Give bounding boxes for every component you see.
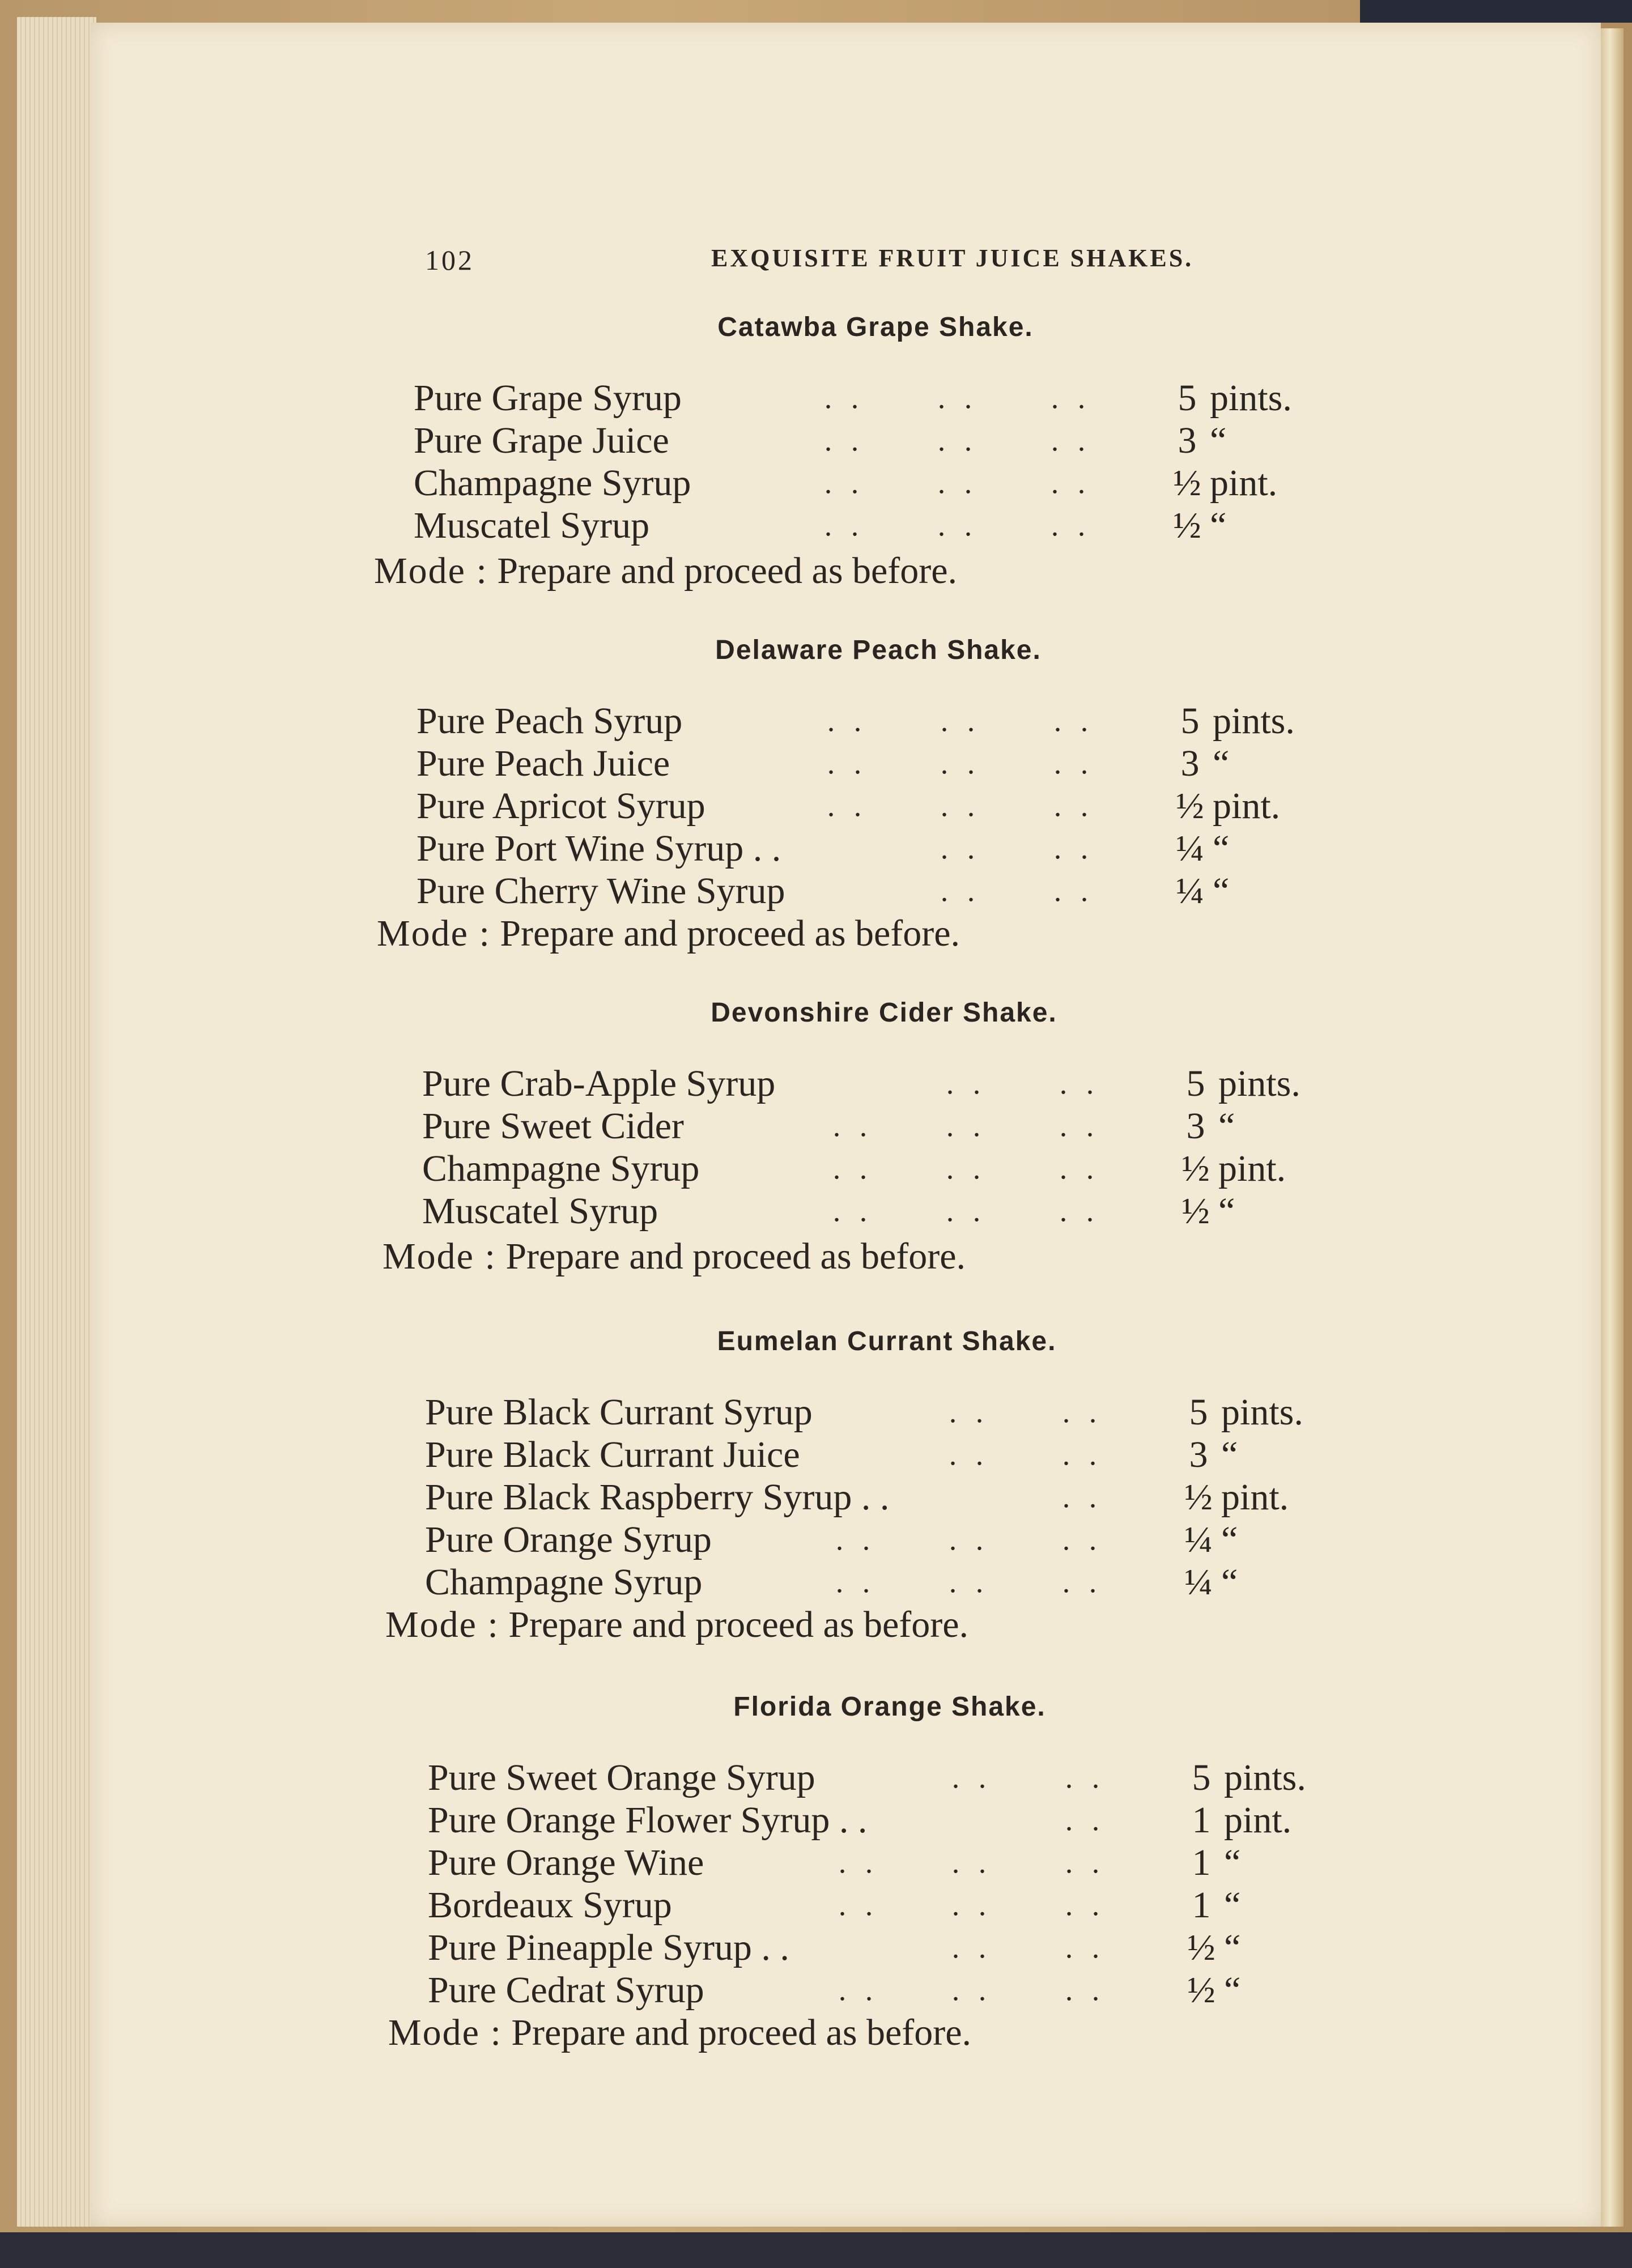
leader-dots: . . . . . . (835, 1522, 1103, 1556)
ingredient-name: Pure Cherry Wine Syrup (416, 870, 785, 912)
ingredient-name: Pure Orange Flower Syrup . . (428, 1799, 868, 1841)
ingredient-unit: pints. (1210, 377, 1292, 419)
page-number: 102 (425, 244, 474, 276)
ingredient-list (382, 1062, 1386, 1232)
mode-label: Mode : (377, 913, 491, 954)
leader-dots: . . . . (949, 1395, 1103, 1429)
ingredient-row (377, 827, 1380, 870)
leader-dots: . . . . . . (824, 466, 1091, 500)
ingredient-unit: pint. (1218, 1148, 1286, 1189)
ingredient-row (388, 1799, 1391, 1841)
ingredient-row (385, 1433, 1388, 1476)
leader-dots: . . . . . . (835, 1565, 1103, 1599)
ingredient-unit: “ (1218, 1190, 1235, 1232)
ingredient-name: Pure Grape Syrup (414, 377, 682, 419)
ingredient-quantity: ½ (1182, 1190, 1210, 1232)
leader-dots: . . . . . . (827, 789, 1094, 823)
ingredient-quantity: ½ (1176, 785, 1204, 827)
ingredient-row (385, 1391, 1388, 1433)
leader-dots: . . . . . . (832, 1194, 1100, 1228)
ingredient-quantity: 1 (1192, 1842, 1211, 1883)
ingredient-quantity: 5 (1189, 1392, 1208, 1433)
ingredient-unit: “ (1213, 828, 1230, 869)
ingredient-quantity: 3 (1186, 1105, 1205, 1147)
ingredient-quantity: 3 (1180, 743, 1200, 784)
ingredient-unit: “ (1213, 870, 1230, 912)
ingredient-name: Pure Pineapple Syrup . . (428, 1927, 789, 1968)
ingredient-list (385, 1391, 1388, 1603)
ingredient-row (377, 785, 1380, 827)
mode-label: Mode : (382, 1236, 496, 1277)
ingredient-quantity: 1 (1192, 1799, 1211, 1841)
ingredient-unit: pints. (1218, 1063, 1300, 1104)
ingredient-unit: “ (1210, 505, 1227, 546)
ingredient-row (388, 1884, 1391, 1926)
ingredient-unit: pint. (1221, 1476, 1289, 1518)
mode-text: Prepare and proceed as before. (505, 1236, 966, 1277)
leader-dots: . . . . . . (824, 423, 1091, 457)
ingredient-list (388, 1756, 1391, 2011)
ingredient-unit: “ (1218, 1105, 1235, 1147)
background-top (1360, 0, 1632, 23)
ingredient-quantity: 1 (1192, 1884, 1211, 1926)
ingredient-unit: “ (1224, 1969, 1241, 2011)
ingredient-quantity: ½ (1187, 1927, 1216, 1968)
ingredient-row (388, 1926, 1391, 1969)
ingredient-name: Pure Black Raspberry Syrup . . (425, 1476, 890, 1518)
ingredient-name: Pure Cedrat Syrup (428, 1969, 704, 2011)
ingredient-unit: “ (1221, 1561, 1238, 1603)
leader-dots: . . . . (940, 831, 1094, 865)
ingredient-unit: “ (1224, 1884, 1241, 1926)
leader-dots: . . . . (946, 1066, 1100, 1100)
ingredient-unit: pint. (1213, 785, 1281, 827)
ingredient-name: Pure Port Wine Syrup . . (416, 828, 781, 869)
ingredient-unit: pints. (1213, 700, 1295, 742)
recipe-florida-orange (388, 1691, 1391, 2076)
ingredient-row (382, 1190, 1386, 1232)
mode-line (385, 1603, 968, 1646)
ingredient-name: Pure Orange Wine (428, 1842, 704, 1883)
ingredient-name: Pure Crab-Apple Syrup (422, 1063, 776, 1104)
ingredient-unit: “ (1224, 1927, 1241, 1968)
leader-dots: . . (1062, 1480, 1103, 1514)
leader-dots: . . . . . . (832, 1109, 1100, 1143)
running-head (425, 244, 1264, 283)
ingredient-name: Champagne Syrup (425, 1561, 703, 1603)
recipe-devonshire-cider (382, 997, 1386, 1303)
mode-label: Mode : (388, 2012, 502, 2053)
ingredient-name: Pure Black Currant Syrup (425, 1392, 813, 1433)
ingredient-unit: pints. (1224, 1757, 1306, 1798)
ingredient-quantity: ½ (1187, 1969, 1216, 2011)
ingredient-quantity: ¼ (1176, 828, 1204, 869)
ingredient-list (374, 377, 1377, 547)
ingredient-name: Muscatel Syrup (422, 1190, 658, 1232)
ingredient-name: Champagne Syrup (422, 1148, 700, 1189)
ingredient-quantity: ½ (1184, 1476, 1213, 1518)
mode-line (382, 1235, 966, 1278)
running-title: EXQUISITE FRUIT JUICE SHAKES. (711, 244, 1194, 272)
ingredient-row (385, 1518, 1388, 1561)
leader-dots: . . . . . . (838, 1888, 1106, 1922)
leader-dots: . . . . . . (827, 704, 1094, 738)
ingredient-row (388, 1969, 1391, 2011)
ingredient-quantity: 5 (1192, 1757, 1211, 1798)
ingredient-unit: “ (1221, 1434, 1238, 1475)
ingredient-row (374, 419, 1377, 462)
leader-dots: . . . . (949, 1437, 1103, 1471)
ingredient-quantity: ½ (1173, 462, 1201, 504)
mode-text: Prepare and proceed as before. (511, 2012, 972, 2053)
leader-dots: . . . . (951, 1760, 1106, 1794)
ingredient-unit: pint. (1210, 462, 1278, 504)
ingredient-unit: “ (1213, 743, 1230, 784)
ingredient-row (382, 1147, 1386, 1190)
ingredient-row (382, 1105, 1386, 1147)
page-right-edge (1601, 28, 1624, 2227)
ingredient-row (382, 1062, 1386, 1105)
ingredient-row (385, 1561, 1388, 1603)
ingredient-name: Bordeaux Syrup (428, 1884, 672, 1926)
leader-dots: . . . . (951, 1930, 1106, 1964)
ingredient-name: Champagne Syrup (414, 462, 691, 504)
leader-dots: . . . . . . (832, 1151, 1100, 1185)
recipe-title: Devonshire Cider Shake. (711, 998, 1057, 1028)
ingredient-row (385, 1476, 1388, 1518)
ingredient-row (377, 700, 1380, 742)
recipe-title: Eumelan Currant Shake. (717, 1326, 1057, 1356)
leader-dots: . . . . (940, 874, 1094, 908)
ingredient-quantity: ½ (1182, 1148, 1210, 1189)
ingredient-quantity: ¼ (1184, 1519, 1213, 1560)
ingredient-row (374, 504, 1377, 547)
mode-line (388, 2011, 971, 2054)
ingredient-row (374, 462, 1377, 504)
ingredient-name: Pure Grape Juice (414, 420, 669, 461)
recipe-delaware-peach (377, 635, 1380, 975)
ingredient-list (377, 700, 1380, 912)
ingredient-unit: pints. (1221, 1392, 1303, 1433)
ingredient-quantity: 5 (1178, 377, 1197, 419)
ingredient-name: Muscatel Syrup (414, 505, 650, 546)
ingredient-name: Pure Peach Juice (416, 743, 670, 784)
page-edges (17, 17, 96, 2227)
ingredient-quantity: ¼ (1176, 870, 1204, 912)
ingredient-name: Pure Apricot Syrup (416, 785, 706, 827)
leader-dots: . . . . . . (824, 381, 1091, 415)
mode-text: Prepare and proceed as before. (500, 913, 960, 954)
ingredient-unit: pint. (1224, 1799, 1292, 1841)
ingredient-name: Pure Peach Syrup (416, 700, 683, 742)
recipe-catawba-grape (374, 312, 1377, 606)
ingredient-row (374, 377, 1377, 419)
recipe-title: Catawba Grape Shake. (717, 312, 1034, 342)
recipe-eumelan-currant (385, 1326, 1388, 1666)
ingredient-row (377, 870, 1380, 912)
leader-dots: . . . . . . (838, 1973, 1106, 2007)
mode-label: Mode : (385, 1604, 499, 1645)
ingredient-name: Pure Orange Syrup (425, 1519, 712, 1560)
leader-dots: . . (1065, 1803, 1106, 1837)
ingredient-quantity: ½ (1173, 505, 1201, 546)
mode-text: Prepare and proceed as before. (508, 1604, 969, 1645)
ingredient-row (377, 742, 1380, 785)
ingredient-quantity: 3 (1189, 1434, 1208, 1475)
ingredient-quantity: ¼ (1184, 1561, 1213, 1603)
leader-dots: . . . . . . (824, 508, 1091, 542)
book-page (91, 23, 1601, 2227)
mode-text: Prepare and proceed as before. (497, 550, 958, 592)
mode-line (377, 912, 960, 955)
ingredient-unit: “ (1224, 1842, 1241, 1883)
leader-dots: . . . . . . (838, 1845, 1106, 1879)
ingredient-name: Pure Sweet Orange Syrup (428, 1757, 815, 1798)
ingredient-row (388, 1756, 1391, 1799)
ingredient-quantity: 5 (1186, 1063, 1205, 1104)
ingredient-quantity: 3 (1178, 420, 1197, 461)
recipe-title: Delaware Peach Shake. (715, 635, 1042, 665)
background-bottom (0, 2232, 1632, 2268)
ingredient-row (388, 1841, 1391, 1884)
ingredient-name: Pure Sweet Cider (422, 1105, 684, 1147)
ingredient-unit: “ (1221, 1519, 1238, 1560)
ingredient-quantity: 5 (1180, 700, 1200, 742)
ingredient-unit: “ (1210, 420, 1227, 461)
recipe-title: Florida Orange Shake. (733, 1692, 1046, 1722)
leader-dots: . . . . . . (827, 746, 1094, 780)
mode-label: Mode : (374, 550, 488, 592)
ingredient-name: Pure Black Currant Juice (425, 1434, 800, 1475)
mode-line (374, 550, 957, 593)
